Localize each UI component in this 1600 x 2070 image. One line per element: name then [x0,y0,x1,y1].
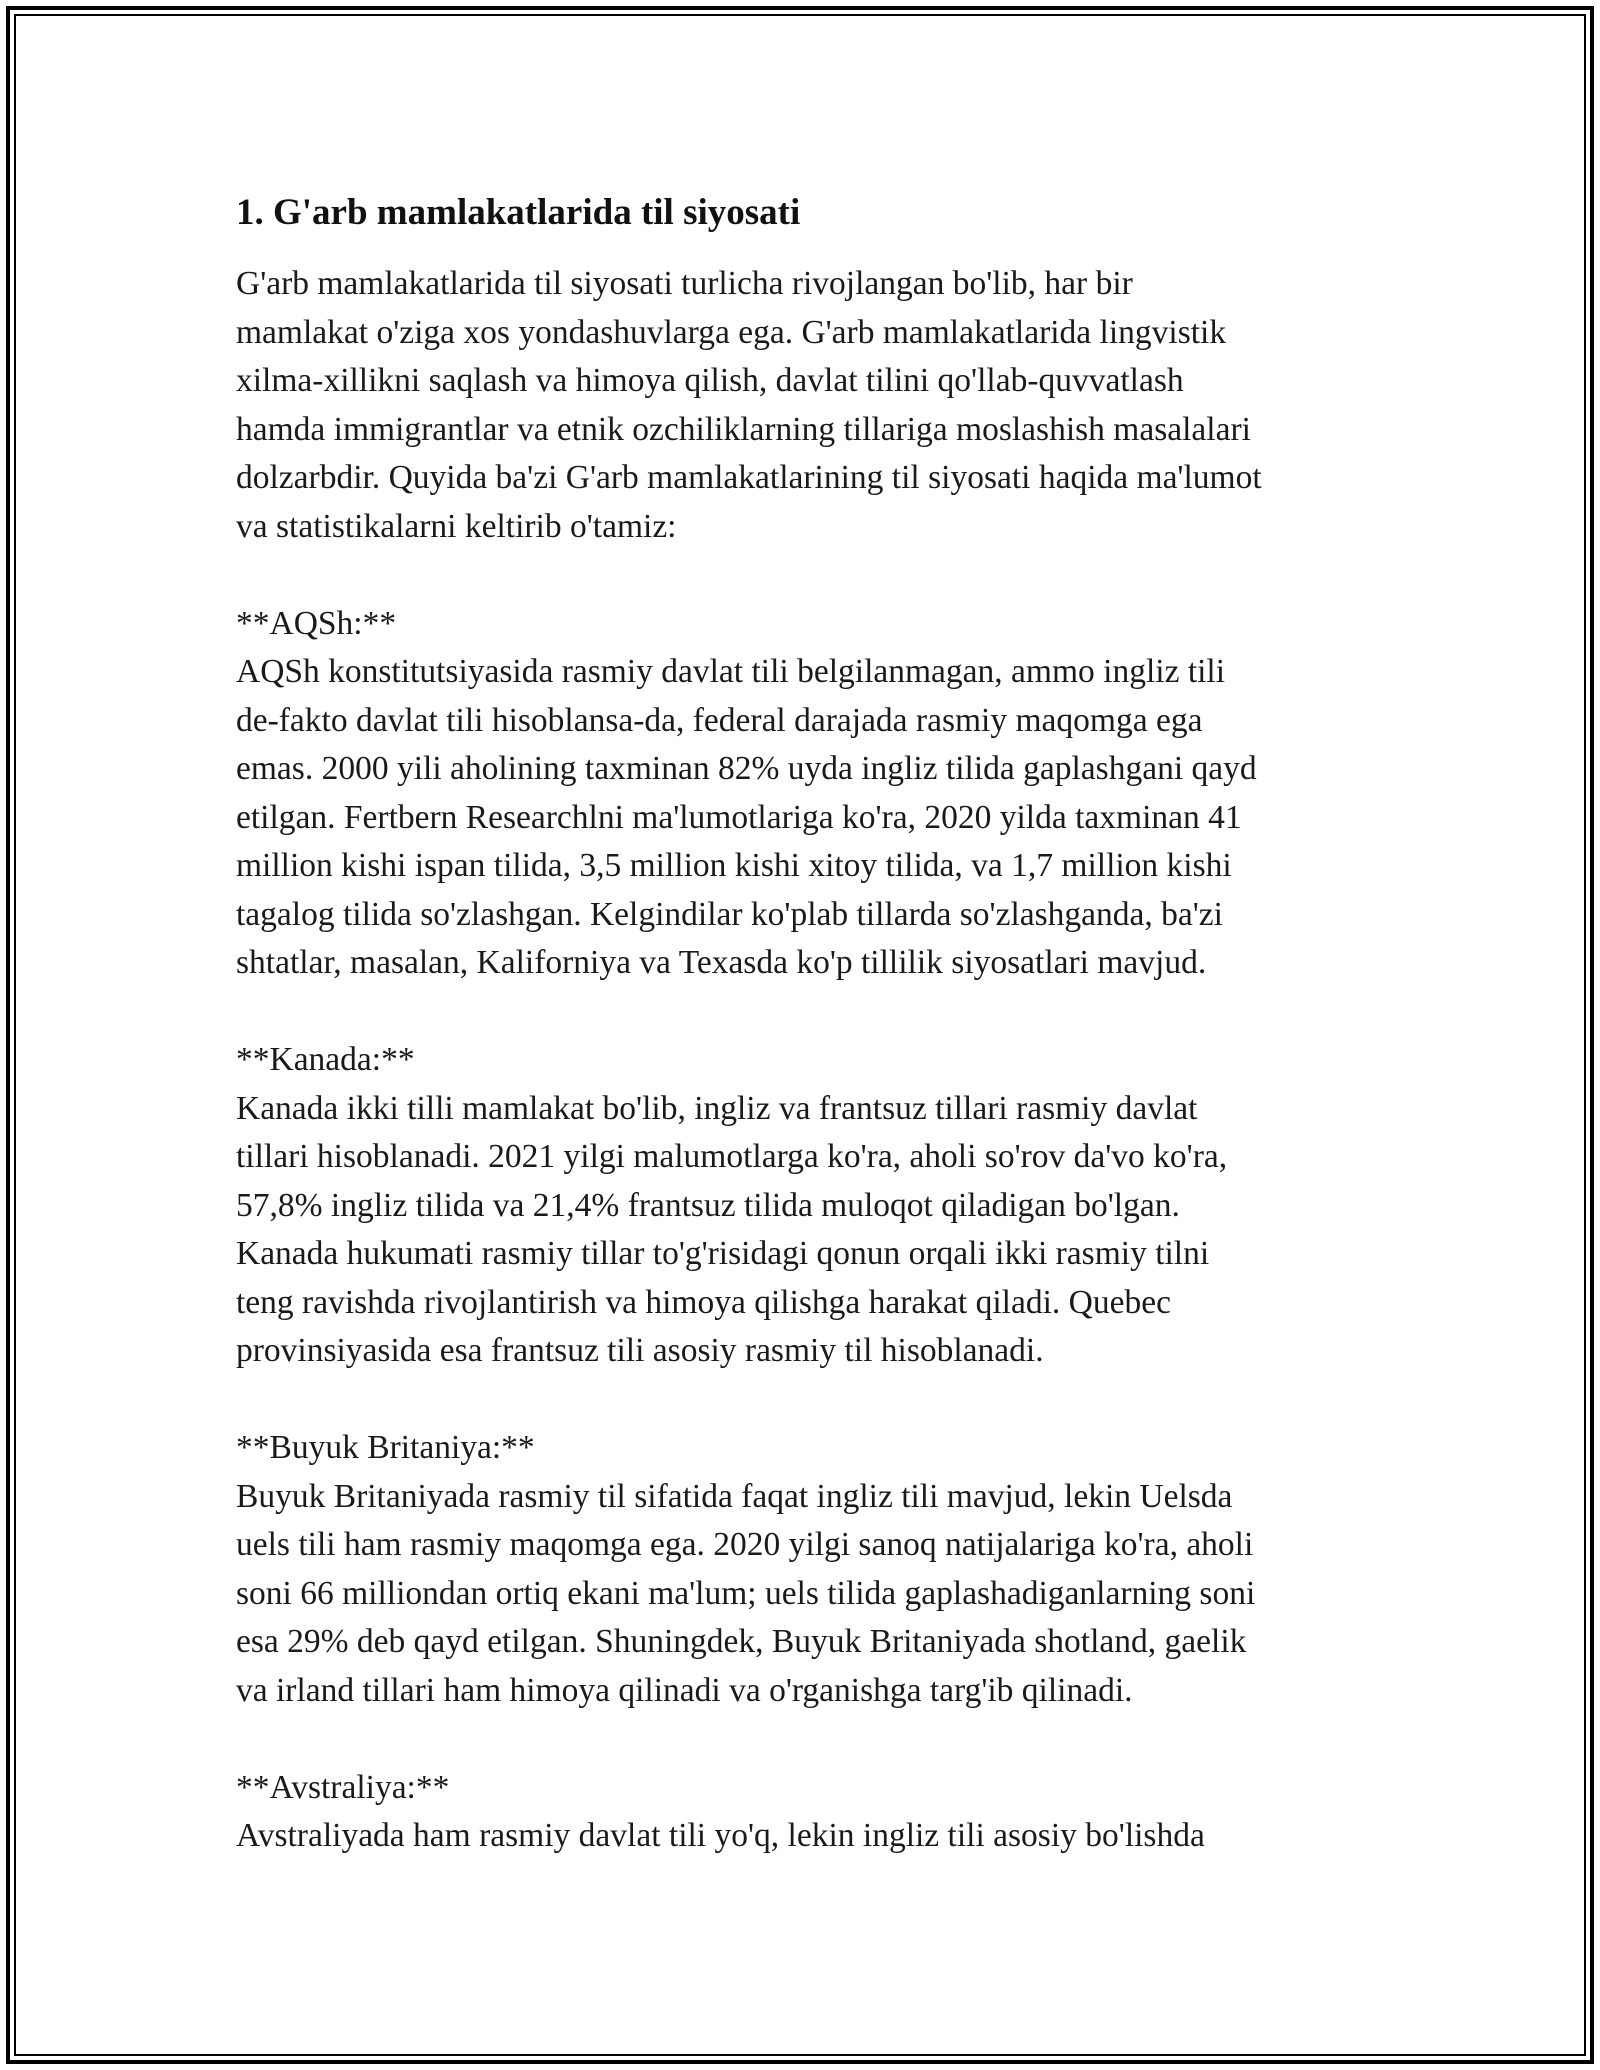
section-body-uk: Buyuk Britaniyada rasmiy til sifatida faqat ingliz tili mavjud, lekin Uelsda uels tili ham rasmiy maqomga ega. 2020 yilgi sanoq natijalariga ko'ra, aholi soni 66 milliondan ortiq ekani ma'lum; uels tilida gaplashadiganlarning soni esa 29% deb qayd etilgan. Shuningdek, Buyuk Britaniyada shotland, gaelik va irland tillari ham himoya qilinadi va o'rganishga targ'ib qilinadi. [236,1477,1256,1709]
section-heading-usa: **AQSh:** [236,604,397,642]
section-body-australia: Avstraliyada ham rasmiy davlat tili yo'q, lekin ingliz tili asosiy bo'lishda [236,1817,1205,1854]
document-body [236,188,1376,1861]
section-heading-canada: **Kanada:** [236,1041,415,1078]
section-heading-uk: **Buyuk Britaniya:** [236,1429,535,1466]
intro-paragraph: G'arb mamlakatlarida til siyosati turlicha rivojlangan bo'lib, har bir mamlakat o'ziga xos yondashuvlarga ega. G'arb mamlakatlarida lingvistik xilma-xillikni saqlash va himoya qilish, davlat tilini qo'llab-quvvatlash hamda immigrantlar va etnik ozchiliklarning tillariga moslashish masalalari dolzarbdir. Quyida ba'zi G'arb mamlakatlarining til siyosati haqida ma'lumot va statistikalarni keltirib o'tamiz: [236,265,1262,545]
section-body-usa: AQSh konstitutsiyasida rasmiy davlat tili belgilanmagan, ammo ingliz tili de-fakto davlat tili hisoblansa-da, federal darajada rasmiy maqomga ega emas. 2000 yili aholining taxminan 82% uyda ingliz tilida gaplashgani qayd etilgan. Fertbern Researchlni ma'lumotlariga ko'ra, 2020 yilda taxminan 41 million kishi ispan tilida, 3,5 million kishi xitoy tilida, va 1,7 million kishi tagalog tilida so'zlashgan. Kelgindilar ko'plab tillarda so'zlashganda, ba'zi shtatlar, masalan, Kaliforniya va Texasda ko'p tillilik siyosatlari mavjud. [236,653,1257,981]
section-body-canada: Kanada ikki tilli mamlakat bo'lib, ingliz va frantsuz tillari rasmiy davlat tillari hisoblanadi. 2021 yilgi malumotlarga ko'ra, aholi so'rov da'vo ko'ra, 57,8% ingliz tilida va 21,4% frantsuz tilida muloqot qiladigan bo'lgan. Kanada hukumati rasmiy tillar to'g'risidagi qonun orqali ikki rasmiy tilni teng ravishda rivojlantirish va himoya qilishga harakat qiladi. Quebec provinsiyasida esa frantsuz tili asosiy rasmiy til hisoblanadi. [236,1089,1228,1369]
section-heading-australia: **Avstraliya:** [236,1768,450,1806]
document-title: 1. G'arb mamlakatlarida til siyosati [236,192,801,233]
